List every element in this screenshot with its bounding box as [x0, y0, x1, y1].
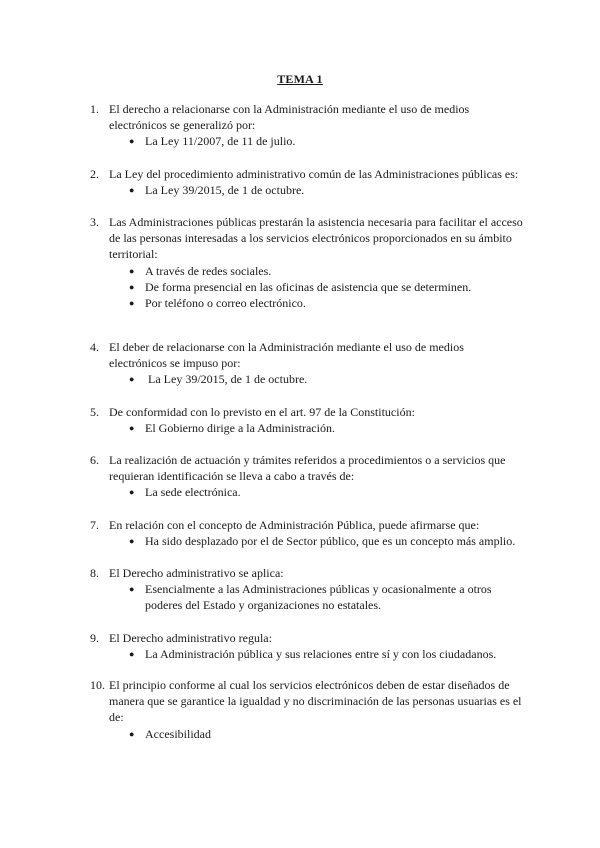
- answer-list: [90, 533, 530, 549]
- answer-item: [129, 420, 530, 436]
- question-text: [109, 565, 530, 581]
- answer-item: [129, 581, 530, 613]
- answer-line: La Ley 39/2015, de 1 de octubre.: [145, 183, 305, 198]
- bullet-icon: ●: [129, 423, 135, 434]
- answer-line: Accesibilidad: [145, 726, 211, 741]
- bullet-icon: ●: [129, 265, 135, 276]
- answer-list: [90, 371, 530, 387]
- answer-line: A través de redes sociales.: [145, 263, 272, 278]
- question-text: [109, 166, 530, 182]
- question-item: [90, 404, 530, 436]
- answer-line: La sede electrónica.: [145, 485, 241, 500]
- question-item: [90, 517, 530, 549]
- question-item: [90, 339, 530, 388]
- bullet-icon: ●: [129, 536, 135, 547]
- answer-list: [90, 646, 530, 662]
- bullet-icon: ●: [129, 298, 135, 309]
- question-line: El Derecho administrativo regula:: [109, 631, 272, 645]
- answer-item: [129, 263, 530, 279]
- question-number: 3.: [90, 215, 99, 229]
- question-item: [90, 630, 530, 662]
- answer-line: Esencialmente a las Administraciones públicas y ocasionalmente a otros: [145, 582, 492, 597]
- answer-line: Ha sido desplazado por el de Sector público, que es un concepto más amplio.: [145, 534, 516, 549]
- answer-item: [129, 726, 530, 742]
- question-line: territorial:: [109, 247, 158, 262]
- question-text: [109, 517, 530, 533]
- question-text: [109, 339, 530, 371]
- question-line: electrónicos se generalizó por:: [109, 118, 256, 133]
- question-number: 7.: [90, 518, 99, 532]
- question-number: 1.: [90, 102, 99, 116]
- bullet-icon: ●: [129, 281, 135, 292]
- answer-item: [129, 279, 530, 295]
- answer-line: poderes del Estado y organizaciones no estatales.: [145, 598, 382, 613]
- question-number: 6.: [90, 453, 99, 467]
- question-line: De conformidad con lo previsto en el art. 97 de la Constitución:: [109, 405, 415, 419]
- question-number: 5.: [90, 405, 99, 419]
- answer-line: De forma presencial en las oficinas de asistencia que se determinen.: [145, 279, 472, 294]
- question-line: requieran identificación se lleva a cabo a través de:: [109, 469, 355, 484]
- bullet-icon: ●: [129, 185, 135, 196]
- question-line: La Ley del procedimiento administrativo común de las Administraciones públicas es:: [109, 167, 519, 181]
- bullet-icon: ●: [129, 374, 135, 385]
- question-text: [109, 452, 530, 484]
- answer-line: La Administración pública y sus relaciones entre sí y con los ciudadanos.: [145, 647, 497, 662]
- answer-list: [90, 133, 530, 149]
- answer-list: [90, 581, 530, 613]
- answer-list: [90, 484, 530, 500]
- question-number: 2.: [90, 167, 99, 181]
- question-text: [109, 630, 530, 646]
- question-line: electrónicos se impuso por:: [109, 356, 241, 371]
- bullet-icon: ●: [129, 584, 135, 595]
- question-item: [90, 452, 530, 501]
- answer-line: La Ley 11/2007, de 11 de julio.: [145, 134, 296, 149]
- answer-list: [90, 263, 530, 312]
- question-line: En relación con el concepto de Administración Pública, puede afirmarse que:: [109, 518, 480, 532]
- answer-item: [129, 133, 530, 149]
- answer-item: [129, 182, 530, 198]
- answer-item: [129, 484, 530, 500]
- question-item: [90, 677, 530, 742]
- question-item: [90, 101, 530, 150]
- question-line: manera que se garantice la igualdad y no discriminación de las personas usuarias es el: [109, 694, 522, 709]
- question-number: 9.: [90, 631, 99, 645]
- question-text: [109, 404, 530, 420]
- answer-line: Por teléfono o correo electrónico.: [145, 296, 306, 311]
- question-line: de las personas interesadas a los servicios electrónicos proporcionados en su ámbito: [109, 231, 512, 246]
- bullet-icon: ●: [129, 136, 135, 147]
- bullet-icon: ●: [129, 487, 135, 498]
- answer-list: [90, 182, 530, 198]
- question-line: El derecho a relacionarse con la Administración mediante el uso de medios: [109, 102, 470, 116]
- question-text: [109, 214, 530, 263]
- question-text: [109, 101, 530, 133]
- question-line: de:: [109, 710, 124, 725]
- answer-item: [129, 371, 530, 387]
- question-line: El principio conforme al cual los servicios electrónicos deben de estar diseñados de: [109, 678, 510, 692]
- question-number: 4.: [90, 340, 99, 354]
- answer-item: [129, 533, 530, 549]
- question-item: [90, 565, 530, 614]
- question-number: 8.: [90, 566, 99, 580]
- question-line: La realización de actuación y trámites referidos a procedimientos o a servicios que: [109, 453, 506, 467]
- page-title: TEMA 1: [277, 72, 323, 86]
- question-item: [90, 166, 530, 198]
- answer-line: El Gobierno dirige a la Administración.: [145, 421, 335, 436]
- question-item: [90, 214, 530, 311]
- answer-item: [129, 295, 530, 311]
- question-line: El deber de relacionarse con la Administración mediante el uso de medios: [109, 340, 464, 354]
- bullet-icon: ●: [129, 728, 135, 739]
- question-line: Las Administraciones públicas prestarán la asistencia necesaria para facilitar el acceso: [109, 215, 523, 229]
- question-text: [109, 677, 530, 726]
- answer-item: [129, 646, 530, 662]
- answer-line: La Ley 39/2015, de 1 de octubre.: [145, 372, 308, 387]
- question-line: El Derecho administrativo se aplica:: [109, 566, 284, 580]
- bullet-icon: ●: [129, 649, 135, 660]
- answer-list: [90, 726, 530, 742]
- answer-list: [90, 420, 530, 436]
- question-number: 10.: [90, 678, 105, 692]
